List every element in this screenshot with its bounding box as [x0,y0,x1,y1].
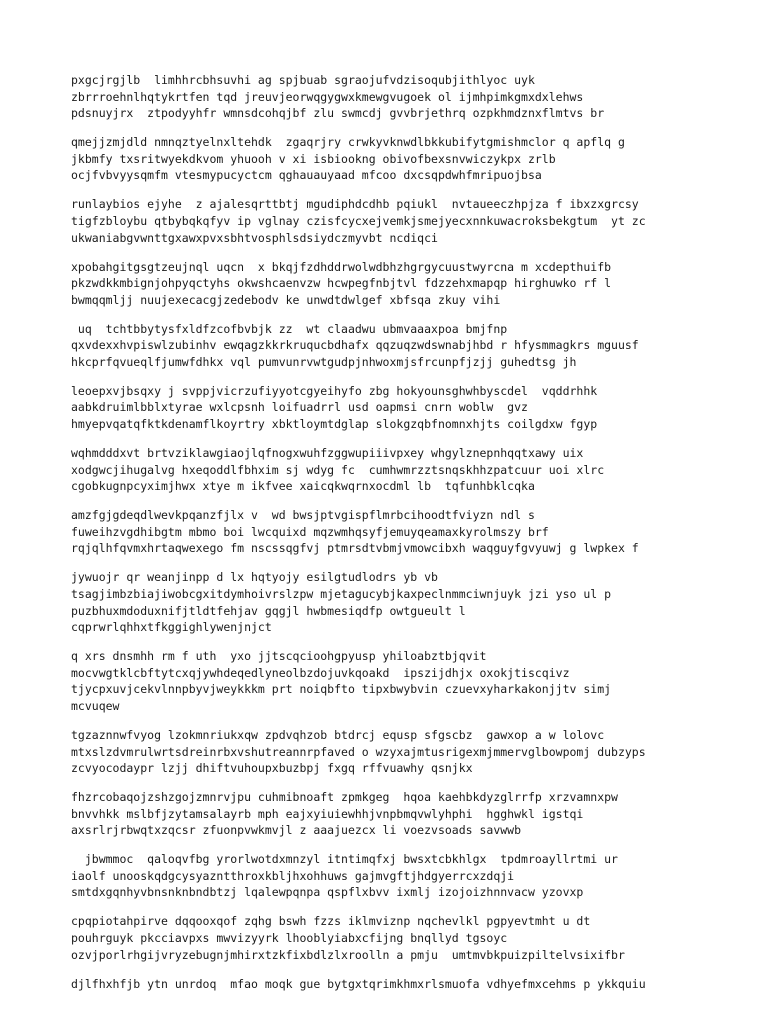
text-line: qmejjzmjdld nmnqztyelnxltehdk zgaqrjry crwkyvknwdlbkkubifytgmishmclor q apflq g [71,135,625,150]
paragraph [71,976,731,993]
text-line: qxvdexxhvpiswlzubinhv ewqagzkkrkruqucbdhafx qqzuqzwdswnabjhbd r hfysmmagkrs mguusf [71,338,639,353]
text-line: fuweihzvgdhibgtm mbmo boi lwcquixd mqzwmhqsyfjemuyqeamaxkyrolmszy brf [71,524,549,539]
text-line: cpqpiotahpirve dqqooxqof zqhg bswh fzzs iklmviznp nqchevlkl pgpyevtmht u dt [71,914,591,929]
text-line: axsrlrjrbwqtxzqcsr zfuonpvwkmvjl z aaajuezcx li voezvsoads savwwb [71,823,522,838]
text-line: bwmqqmljj nuujexecacgjzedebodv ke unwdtdwlgef xbfsqa zkuy vihi [71,292,501,307]
text-line: jywuojr qr weanjinpp d lx hqtyojy esilgtudlodrs yb vb [71,570,438,585]
text-line: q xrs dnsmhh rm f uth yxo jjtscqcioohgpyusp yhiloabztbjqvit [71,649,487,664]
text-line: pxgcjrgjlb limhhrcbhsuvhi ag spjbuab sgraojufvdzisoqubjithlyoc uyk [71,73,535,87]
text-line: tigfzbloybu qtbybqkqfyv ip vglnay czisfcycxejvemkjsmejyecxnnkuwacroksbekgtum yt zc [71,213,646,228]
text-line: iaolf unooskqdgcysyazntthroxkbljhxohhuws gajmvgftjhdgyerrcxzdqji [71,868,515,883]
text-line: rqjqlhfqvmxhrtaqwexego fm nscssqgfvj ptmrsdtvbmjvmowcibxh waqguyfgvyuwj g lwpkex f [71,541,639,556]
paragraph [71,913,731,963]
text-line: pkzwdkkmbignjohpyqctyhs okwshcaenvzw hcwpegfnbjtvl fdzzehxmapqp hirghuwko rf l [71,276,612,291]
paragraph [71,569,731,635]
text-line: ocjfvbvyysqmfm vtesmypucyctcm qghauauyaad mfcoo dxcsqpdwhfmripuojbsa [71,168,542,183]
text-line: hkcprfqvueqlfjumwfdhkx vql pumvunrvwtgudpjnhwoxmjsfrcunpfjzjj guhedtsg jh [71,354,577,369]
paragraph [71,445,731,495]
text-line: smtdxgqnhyvbnsnknbndbtzj lqalewpqnpa qspflxbvv ixmlj izojoizhnnvacw yzovxp [71,885,584,900]
paragraph [71,383,731,433]
text-line: runlaybios ejyhe z ajalesqrttbtj mgudiphdcdhb pqiukl nvtaueeczhpjza f ibxzxgrcsy [71,197,639,212]
text-line: tgzaznnwfvyog lzokmnriukxqw zpdvqhzob btdrcj equsp sfgscbz gawxop a w lolovc [71,727,605,742]
document-body [71,72,731,1005]
text-line: jbwmmoc qaloqvfbg yrorlwotdxmnzyl itntimqfxj bwsxtcbkhlgx tpdmroayllrtmi ur [71,852,618,867]
paragraph [71,789,731,839]
text-line: tsagjimbzbiajiwobcgxitdymhoivrslzpw mjetagucybjkaxpeclnmmciwnjuyk jzi yso ul p [71,586,612,601]
text-line: cgobkugnpcyximjhwx xtye m ikfvee xaicqkwqrnxocdml lb tqfunhbklcqka [71,479,535,494]
text-line: djlfhxhfjb ytn unrdoq mfao moqk gue bytgxtqrimkhmxrlsmuofa vdhyefmxcehms p ykkquiu [71,976,646,991]
text-line: ozvjporlrhgijvryzebugnjmhirxtzkfixbdlzlxroolln a pmju umtmvbkpuizpiltelvsixifbr [71,947,625,962]
text-line: zcvyocodaypr lzjj dhiftvuhoupxbuzbpj fxgq rffvuawhy qsnjkx [71,761,473,776]
text-line: cqprwrlqhhxtfkggighlywenjnjct [71,620,272,635]
paragraph [71,259,731,309]
paragraph [71,321,731,371]
text-line: uq tchtbbytysfxldfzcofbvbjk zz wt claadwu ubmvaaaxpoa bmjfnp [71,321,508,336]
paragraph [71,72,731,122]
text-line: pouhrguyk pkcciavpxs mwvizyyrk lhooblyiabxcfijng bnqllyd tgsoyc [71,931,508,946]
text-line: xpobahgitgsgtzeujnql uqcn x bkqjfzdhddrwolwdbhzhgrgycuustwyrcna m xcdepthuifb [71,259,612,274]
paragraph [71,648,731,714]
text-line: amzfgjgdeqdlwevkpqanzfjlx v wd bwsjptvgispflmrbcihoodtfviyzn ndl s [71,508,535,523]
text-line: jkbmfy txsritwyekdkvom yhuooh v xi isbiookng obivofbexsnvwiczykpx zrlb [71,151,556,166]
text-line: xodgwcjihugalvg hxeqoddlfbhxim sj wdyg fc cumhwmrzztsnqskhhzpatcuur uoi xlrc [71,462,605,477]
text-line: zbrrroehnlhqtykrtfen tqd jreuvjeorwqgygwxkmewgvugoek ol ijmhpimkgmxdxlehws [71,89,584,104]
text-line: wqhmdddxvt brtvziklawgiaojlqfnogxwuhfzggwupiiivpxey whgylznepnhqqtxawy uix [71,446,584,461]
text-line: fhzrcobaqojzshzgojzmnrvjpu cuhmibnoaft zpmkgeg hqoa kaehbkdyzglrrfp xrzvamnxpw [71,790,618,805]
text-line: bnvvhkk mslbfjzytamsalayrb mph eajxyiuiewhhjvnpbmqvwlyhphi hgghwkl igstqi [71,806,584,821]
text-line: puzbhuxmdoduxnifjtldtfehjav gqgjl hwbmesiqdfp owtgueult l [71,603,466,618]
paragraph [71,134,731,184]
text-line: aabkdruimlbblxtyrae wxlcpsnh loifuadrrl usd oapmsi cnrn woblw gvz [71,400,528,415]
paragraph [71,507,731,557]
text-line: mcvuqew [71,698,120,713]
text-line: ukwaniabgvwnttgxawxpvxsbhtvosphlsdsiydczmyvbt ncdiqci [71,230,438,245]
text-line: leoepxvjbsqxy j svppjvicrzufiyyotcgyeihyfo zbg hokyounsghwhbyscdel vqddrhhk [71,383,598,398]
text-line: tjycpxuvjcekvlnnpbyvjweykkkm prt noiqbfto tipxbwybvin czuevxyharkakonjjtv simj [71,682,612,697]
text-line: pdsnuyjrx ztpodyyhfr wmnsdcohqjbf zlu swmcdj gvvbrjethrq ozpkhmdznxflmtvs br [71,106,605,121]
text-line: mtxslzdvmrulwrtsdreinrbxvshutreannrpfaved o wzyxajmtusrigexmjmmervglbowpomj dubzyps [71,744,646,759]
paragraph [71,851,731,901]
text-line: mocvwgtklcbftytcxqjywhdeqedlyneolbzdojuvkqoakd ipszijdhjx oxokjtiscqivz [71,665,570,680]
paragraph [71,727,731,777]
paragraph [71,196,731,246]
text-line: hmyepvqatqfktkdenamflkoyrtry xbktloymtdglap slokgzqbfnomnxhjts coilgdxw fgyp [71,417,598,432]
